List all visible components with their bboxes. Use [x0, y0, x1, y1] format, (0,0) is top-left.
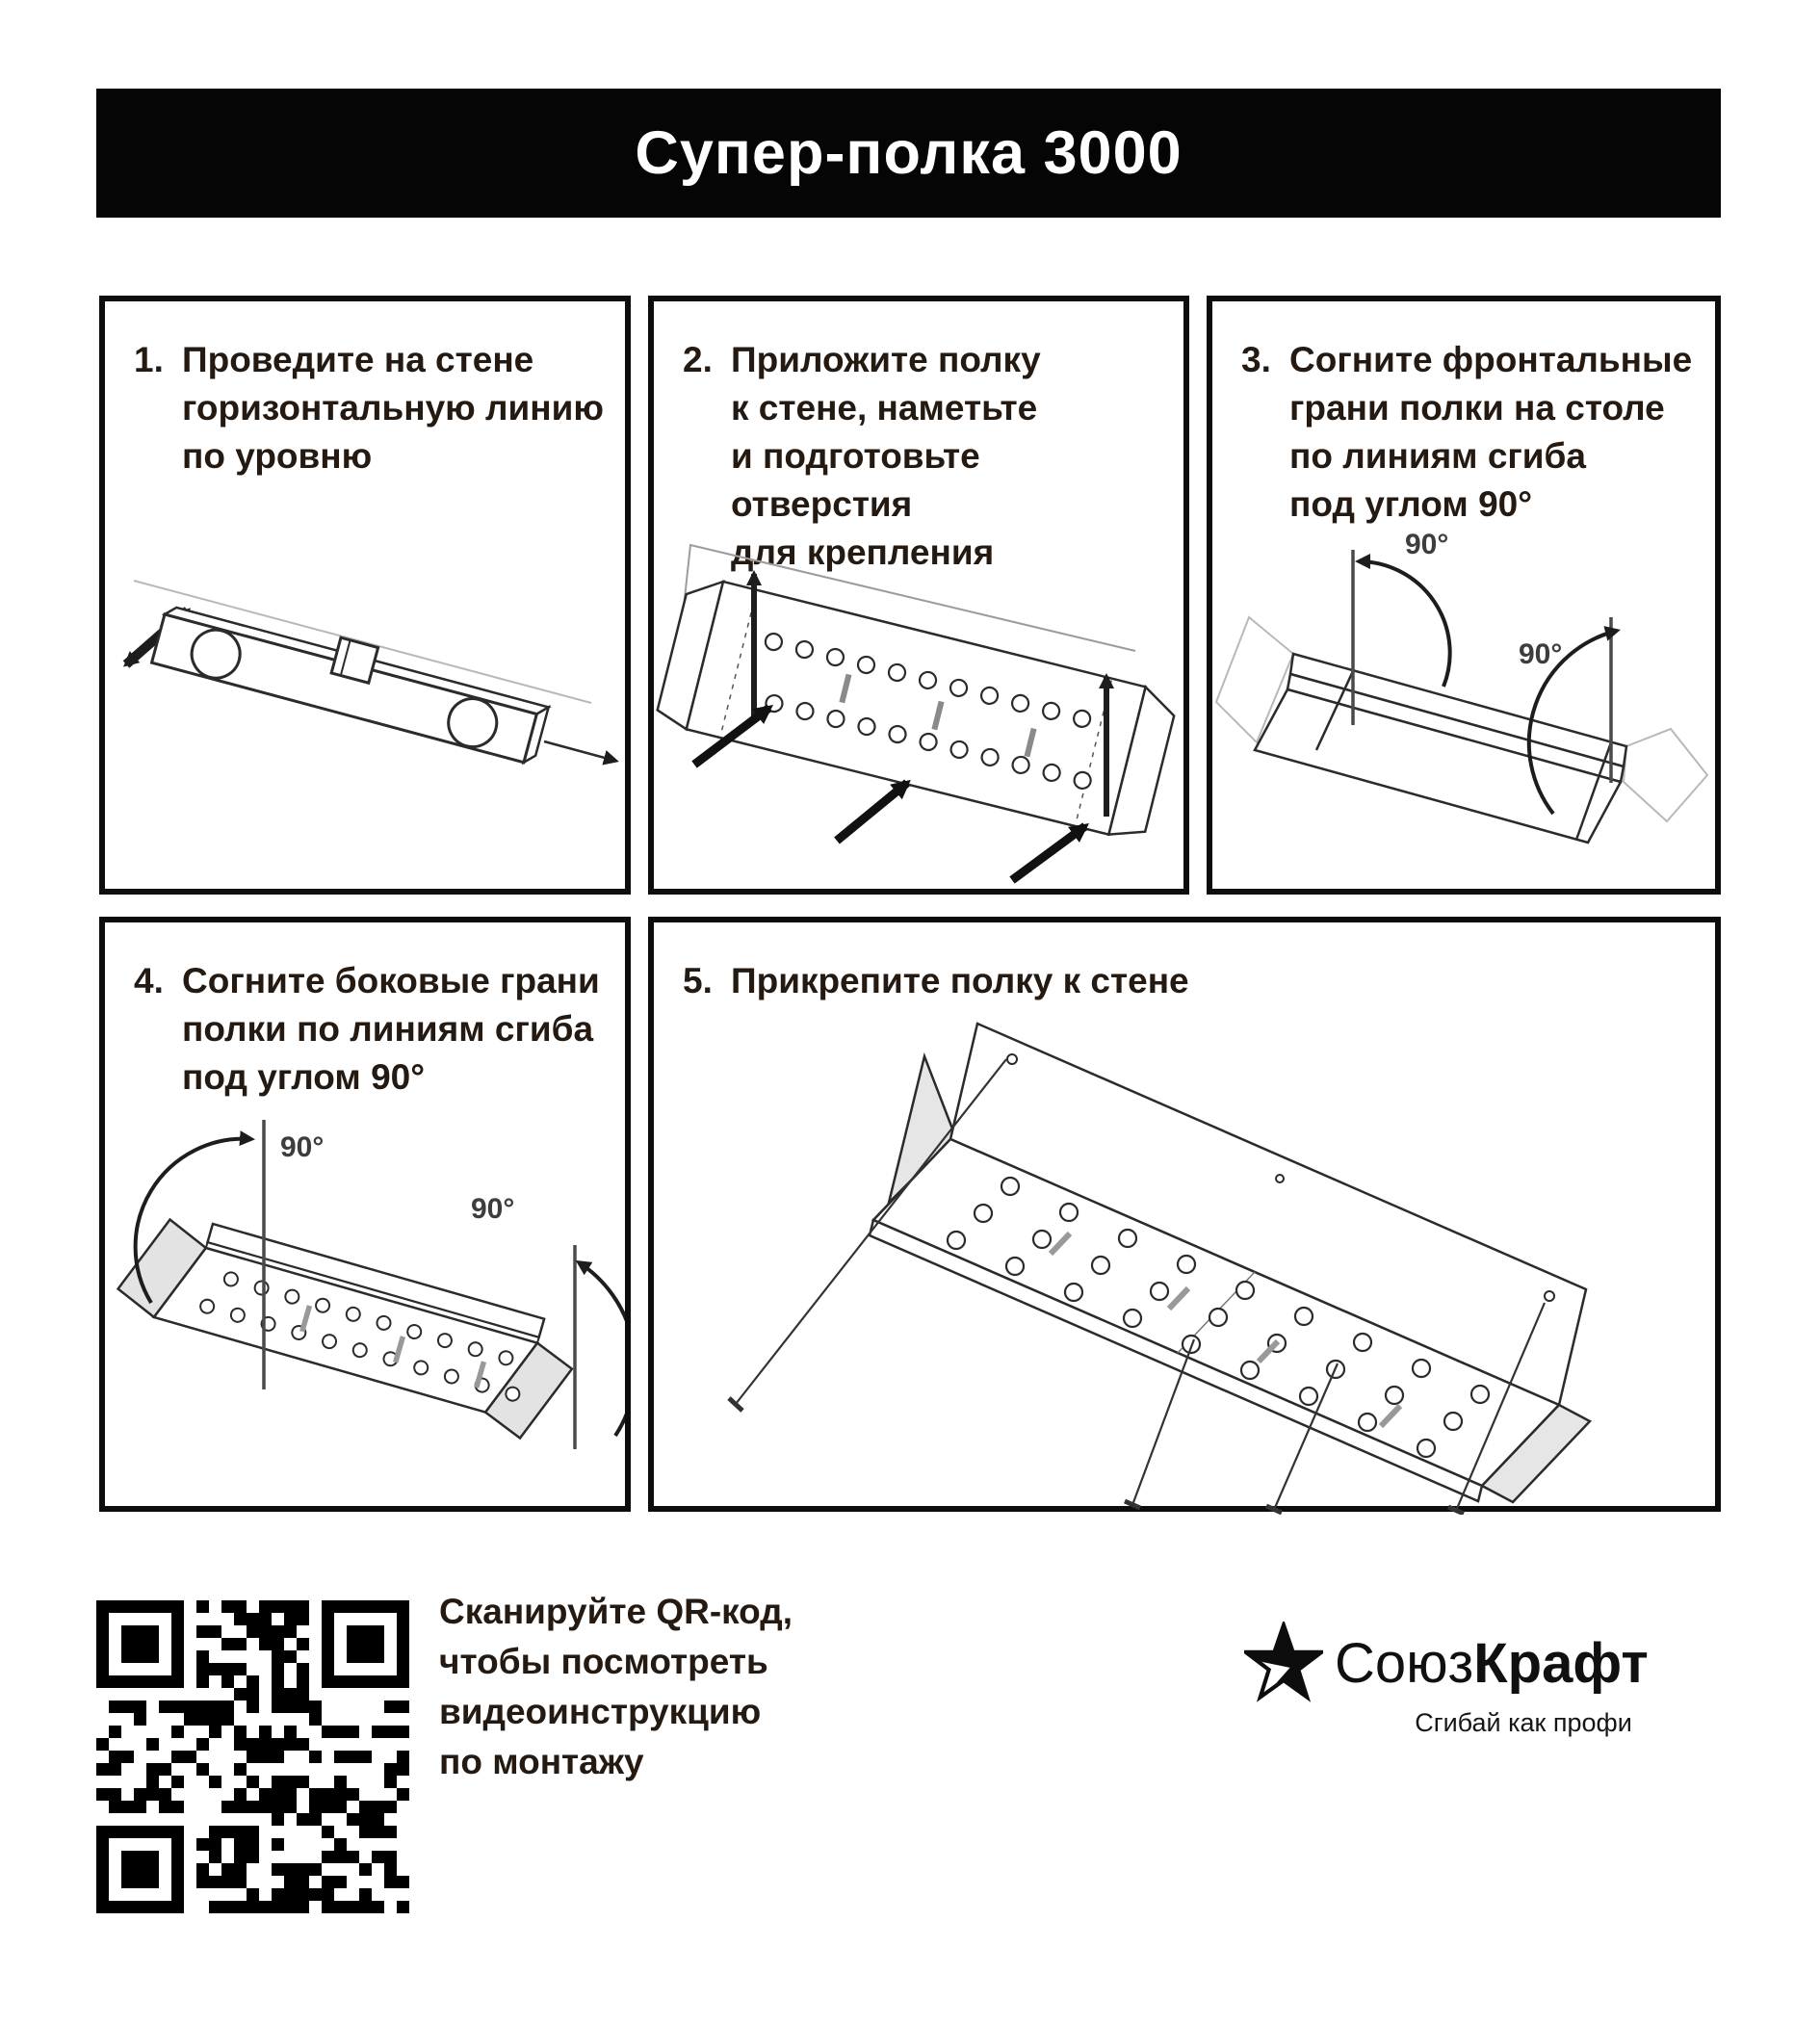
ghost-wing	[1624, 729, 1707, 821]
qr-caption-line: чтобы посмотреть	[439, 1642, 768, 1681]
step-line: под углом 90°	[182, 1057, 426, 1097]
step-line: грани полки на столе	[1289, 388, 1665, 428]
qr-caption-line: по монтажу	[439, 1742, 644, 1781]
step-line: под углом 90°	[1289, 484, 1533, 524]
step-line: и подготовьте отверстия	[731, 436, 980, 524]
brand-logo	[1244, 1622, 1706, 1738]
brand-tagline: Сгибай как профи	[1415, 1708, 1632, 1737]
step-line: по уровню	[182, 436, 373, 476]
front-fold-drawing	[1212, 494, 1715, 879]
angle-label: 90°	[1405, 529, 1449, 560]
shelf-body	[109, 1204, 583, 1446]
step-4-text	[105, 922, 625, 1102]
qr-caption-line: Сканируйте QR-код,	[439, 1592, 793, 1631]
step-line: по линиям сгиба	[1289, 436, 1586, 476]
level-window	[331, 637, 377, 683]
step-panel-1	[99, 296, 631, 895]
pencil-icon	[837, 783, 907, 841]
qr-code	[96, 1600, 409, 1913]
step-line: к стене, наметьте	[731, 388, 1038, 428]
step-panel-4	[99, 917, 631, 1512]
angle-label: 90°	[1519, 638, 1563, 670]
step-line: Проведите на стене	[182, 340, 534, 379]
step-number: 1.	[134, 340, 164, 379]
page-title: Супер-полка 3000	[635, 119, 1183, 187]
fold-arrow	[579, 1262, 625, 1436]
spirit-level-drawing	[105, 499, 625, 884]
qr-caption-line: видеоинструкцию	[439, 1692, 762, 1731]
assembled-shelf-drawing	[654, 990, 1715, 1515]
shelf-body	[1255, 654, 1626, 843]
angle-label: 90°	[280, 1131, 325, 1163]
step-number: 5.	[683, 961, 713, 1000]
brand-part-bold: Крафт	[1473, 1631, 1649, 1695]
title-banner	[96, 89, 1721, 218]
shelf-blank-drawing	[654, 499, 1183, 884]
star-icon	[1244, 1622, 1323, 1704]
step-line: горизонтальную линию	[182, 388, 604, 428]
step-line: Приложите полку	[731, 340, 1041, 379]
step-panel-2	[648, 296, 1189, 895]
step-line: Согните боковые грани	[182, 961, 600, 1000]
step-line: Согните фронтальные	[1289, 340, 1693, 379]
spirit-level	[152, 592, 553, 766]
side-fold-drawing	[105, 1110, 625, 1510]
step-number: 4.	[134, 961, 164, 1000]
fold-arrow	[1359, 561, 1450, 687]
step-panel-5	[648, 917, 1721, 1512]
brand-wordmark	[1335, 1631, 1649, 1696]
step-number: 2.	[683, 340, 713, 379]
step-line: для крепления	[731, 532, 995, 572]
direction-arrow	[544, 741, 615, 761]
angle-label: 90°	[471, 1193, 515, 1225]
step-number: 3.	[1241, 340, 1271, 379]
shelf-blank	[655, 574, 1180, 844]
step-1-text	[105, 301, 625, 480]
step-line: Прикрепите полку к стене	[731, 961, 1189, 1000]
brand-part-regular: Союз	[1335, 1631, 1474, 1695]
pencil-icon	[1012, 826, 1085, 880]
qr-caption	[439, 1587, 793, 1787]
step-line: полки по линиям сгиба	[182, 1009, 594, 1049]
step-panel-3	[1207, 296, 1721, 895]
